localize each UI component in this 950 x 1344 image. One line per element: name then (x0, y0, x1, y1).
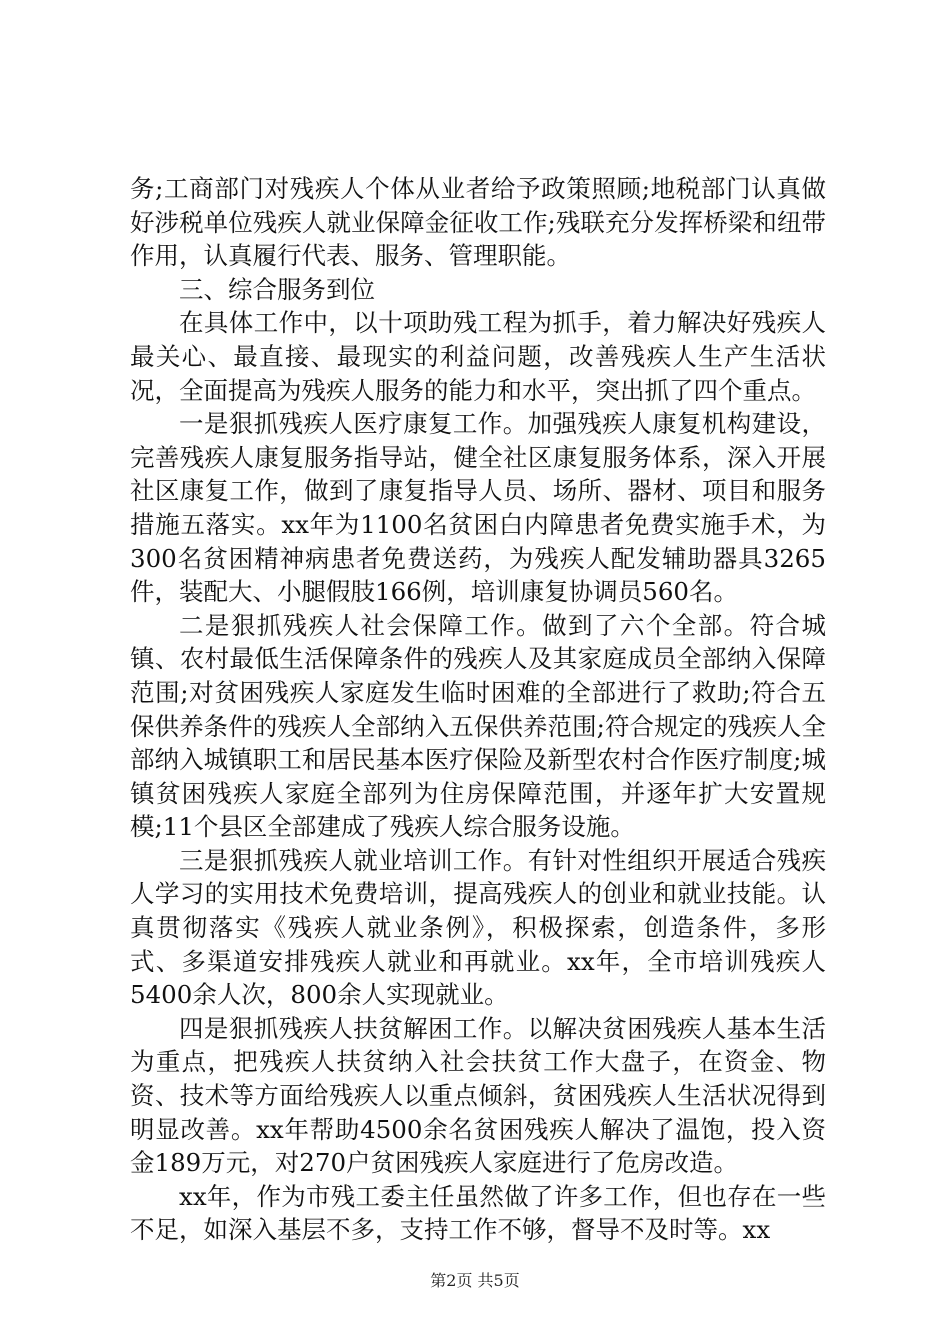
paragraph-continuation: 务;工商部门对残疾人个体从业者给予政策照顾;地税部门认真做好涉税单位残疾人就业保障金征收工作;残联充分发挥桥梁和纽带作用，认真履行代表、服务、管理职能。 (130, 174, 826, 271)
page-number-footer: 第2页 共5页 (430, 1271, 520, 1290)
section-heading: 三、综合服务到位 (179, 274, 375, 304)
paragraph-poverty-relief: 四是狠抓残疾人扶贫解困工作。以解决贫困残疾人基本生活为重点，把残疾人扶贫纳入社会扶贫工作大盘子，在资金、物资、技术等方面给残疾人以重点倾斜，贫困残疾人生活状况得到明显改善。xx年帮助4500余名贫困残疾人解决了温饱，投入资金189万元，对270户贫困残疾人家庭进行了危房改造。 (130, 1013, 826, 1178)
paragraph-medical-rehab: 一是狠抓残疾人医疗康复工作。加强残疾人康复机构建设，完善残疾人康复服务指导站，健全社区康复服务体系，深入开展社区康复工作，做到了康复指导人员、场所、器材、项目和服务措施五落实。xx年为1100名贫困白内障患者免费实施手术，为300名贫困精神病患者免费送药，为残疾人配发辅助器具3265件，装配大、小腿假肢166例，培训康复协调员560名。 (130, 409, 826, 607)
paragraph-employment-training: 三是狠抓残疾人就业培训工作。有针对性组织开展适合残疾人学习的实用技术免费培训，提高残疾人的创业和就业技能。认真贯彻落实《残疾人就业条例》，积极探索，创造条件，多形式、多渠道安排残疾人就业和再就业。xx年，全市培训残疾人5400余人次，800余人实现就业。 (130, 845, 826, 1010)
paragraph-shortcomings: xx年，作为市残工委主任虽然做了许多工作，但也存在一些不足，如深入基层不多，支持工作不够，督导不及时等。xx (130, 1181, 826, 1245)
document-body (130, 172, 826, 1247)
paragraph-social-security: 二是狠抓残疾人社会保障工作。做到了六个全部。符合城镇、农村最低生活保障条件的残疾人及其家庭成员全部纳入保障范围;对贫困残疾人家庭发生临时困难的全部进行了救助;符合五保供养条件的残疾人全部纳入五保供养范围;符合规定的残疾人全部纳入城镇职工和居民基本医疗保险及新型农村合作医疗制度;城镇贫困残疾人家庭全部列为住房保障范围，并逐年扩大安置规模;11个县区全部建成了残疾人综合服务设施。 (130, 610, 826, 842)
paragraph-intro: 在具体工作中，以十项助残工程为抓手，着力解决好残疾人最关心、最直接、最现实的利益问题，改善残疾人生产生活状况，全面提高为残疾人服务的能力和水平，突出抓了四个重点。 (130, 308, 826, 405)
